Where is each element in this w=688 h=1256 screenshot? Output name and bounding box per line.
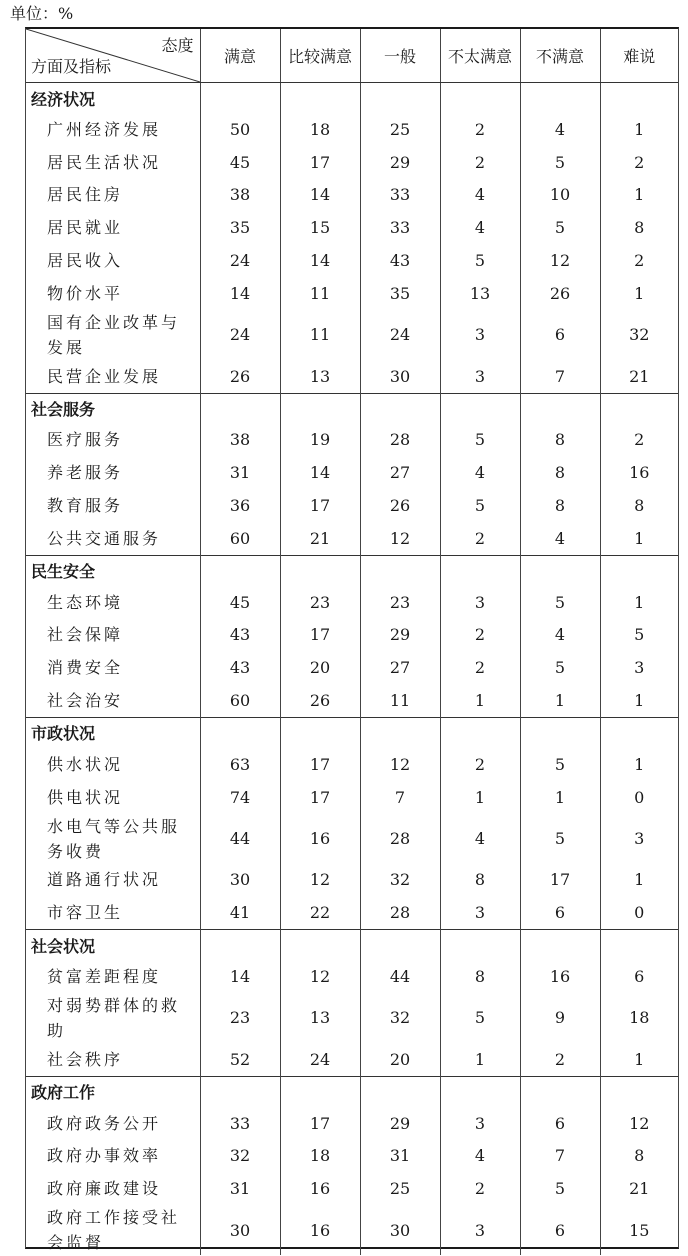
value-cell: 6 bbox=[520, 1205, 600, 1255]
indicator-name: 市容卫生 bbox=[47, 903, 124, 923]
value-cell: 6 bbox=[600, 960, 678, 993]
value-cell: 4 bbox=[440, 456, 520, 489]
indicator-name: 社会秩序 bbox=[47, 1049, 124, 1069]
value-cell: 17 bbox=[280, 1107, 360, 1140]
value-cell: 4 bbox=[440, 211, 520, 244]
value-cell: 24 bbox=[200, 244, 280, 277]
empty-cell bbox=[200, 555, 280, 586]
value-cell: 14 bbox=[200, 277, 280, 310]
value-cell: 32 bbox=[360, 993, 440, 1043]
empty-cell bbox=[440, 1076, 520, 1107]
empty-cell bbox=[360, 555, 440, 586]
indicator-name: 供水状况 bbox=[47, 754, 124, 774]
value-cell: 27 bbox=[360, 651, 440, 684]
table-row bbox=[26, 684, 678, 717]
value-cell: 31 bbox=[200, 456, 280, 489]
value-cell: 1 bbox=[600, 179, 678, 212]
empty-cell bbox=[200, 930, 280, 961]
value-cell: 30 bbox=[360, 360, 440, 393]
empty-cell bbox=[280, 930, 360, 961]
value-cell: 1 bbox=[600, 864, 678, 897]
value-cell: 12 bbox=[280, 960, 360, 993]
value-cell: 1 bbox=[600, 113, 678, 146]
value-cell: 26 bbox=[520, 277, 600, 310]
value-cell: 27 bbox=[360, 456, 440, 489]
value-cell: 12 bbox=[600, 1107, 678, 1140]
value-cell: 16 bbox=[280, 1172, 360, 1205]
value-cell: 7 bbox=[520, 1140, 600, 1173]
value-cell: 25 bbox=[360, 113, 440, 146]
table-row bbox=[26, 781, 678, 814]
value-cell: 22 bbox=[280, 896, 360, 929]
column-header: 不满意 bbox=[520, 29, 600, 83]
empty-cell bbox=[520, 555, 600, 586]
table-row bbox=[26, 1043, 678, 1076]
table-row bbox=[26, 619, 678, 652]
value-cell: 3 bbox=[440, 310, 520, 360]
empty-cell bbox=[200, 1076, 280, 1107]
value-cell: 5 bbox=[520, 146, 600, 179]
value-cell: 38 bbox=[200, 424, 280, 457]
value-cell: 20 bbox=[280, 651, 360, 684]
empty-cell bbox=[280, 83, 360, 114]
value-cell: 32 bbox=[200, 1140, 280, 1173]
value-cell: 11 bbox=[360, 684, 440, 717]
value-cell: 52 bbox=[200, 1043, 280, 1076]
value-cell: 0 bbox=[600, 896, 678, 929]
value-cell: 44 bbox=[360, 960, 440, 993]
value-cell: 38 bbox=[200, 179, 280, 212]
value-cell: 63 bbox=[200, 748, 280, 781]
empty-cell bbox=[600, 555, 678, 586]
value-cell: 8 bbox=[600, 489, 678, 522]
value-cell: 1 bbox=[440, 781, 520, 814]
indicator-name: 对弱势群体的救助 bbox=[47, 995, 181, 1040]
section-row bbox=[26, 83, 678, 114]
value-cell: 2 bbox=[520, 1043, 600, 1076]
empty-cell bbox=[440, 83, 520, 114]
value-cell: 26 bbox=[280, 684, 360, 717]
value-cell: 12 bbox=[280, 864, 360, 897]
value-cell: 2 bbox=[440, 522, 520, 555]
section-row bbox=[26, 717, 678, 748]
empty-cell bbox=[600, 717, 678, 748]
section-title: 民生安全 bbox=[26, 555, 200, 586]
indicator-name: 国有企业改革与发展 bbox=[47, 312, 181, 357]
value-cell: 5 bbox=[520, 651, 600, 684]
value-cell: 30 bbox=[360, 1205, 440, 1255]
section-row bbox=[26, 393, 678, 424]
value-cell: 35 bbox=[200, 211, 280, 244]
value-cell: 5 bbox=[520, 586, 600, 619]
value-cell: 5 bbox=[440, 489, 520, 522]
column-header: 满意 bbox=[200, 29, 280, 83]
table-row bbox=[26, 211, 678, 244]
value-cell: 28 bbox=[360, 896, 440, 929]
indicator-name: 贫富差距程度 bbox=[47, 967, 162, 987]
table-row bbox=[26, 277, 678, 310]
value-cell: 31 bbox=[200, 1172, 280, 1205]
value-cell: 14 bbox=[280, 244, 360, 277]
header-aspect-label: 方面及指标 bbox=[31, 57, 112, 76]
table-row bbox=[26, 310, 678, 360]
section-title: 市政状况 bbox=[26, 717, 200, 748]
value-cell: 12 bbox=[360, 522, 440, 555]
empty-cell bbox=[360, 1076, 440, 1107]
table-row bbox=[26, 360, 678, 393]
value-cell: 5 bbox=[520, 211, 600, 244]
value-cell: 23 bbox=[360, 586, 440, 619]
empty-cell bbox=[520, 930, 600, 961]
value-cell: 3 bbox=[600, 814, 678, 864]
indicator-name: 居民生活状况 bbox=[47, 152, 162, 172]
value-cell: 26 bbox=[360, 489, 440, 522]
empty-cell bbox=[360, 717, 440, 748]
value-cell: 12 bbox=[360, 748, 440, 781]
value-cell: 1 bbox=[600, 522, 678, 555]
table-row bbox=[26, 1172, 678, 1205]
value-cell: 13 bbox=[280, 360, 360, 393]
table-row bbox=[26, 1205, 678, 1255]
value-cell: 3 bbox=[440, 896, 520, 929]
empty-cell bbox=[360, 83, 440, 114]
value-cell: 4 bbox=[440, 814, 520, 864]
empty-cell bbox=[200, 83, 280, 114]
table-row bbox=[26, 146, 678, 179]
indicator-name: 政府办事效率 bbox=[47, 1146, 162, 1166]
value-cell: 1 bbox=[440, 684, 520, 717]
column-header: 不太满意 bbox=[440, 29, 520, 83]
value-cell: 23 bbox=[200, 993, 280, 1043]
table-row bbox=[26, 489, 678, 522]
value-cell: 7 bbox=[360, 781, 440, 814]
value-cell: 24 bbox=[200, 310, 280, 360]
value-cell: 3 bbox=[440, 586, 520, 619]
table-row bbox=[26, 586, 678, 619]
value-cell: 33 bbox=[360, 179, 440, 212]
value-cell: 3 bbox=[440, 360, 520, 393]
value-cell: 30 bbox=[200, 1205, 280, 1255]
value-cell: 1 bbox=[600, 1043, 678, 1076]
value-cell: 29 bbox=[360, 619, 440, 652]
value-cell: 2 bbox=[440, 146, 520, 179]
indicator-name: 居民收入 bbox=[47, 251, 124, 271]
value-cell: 5 bbox=[520, 1172, 600, 1205]
value-cell: 3 bbox=[440, 1205, 520, 1255]
value-cell: 4 bbox=[520, 619, 600, 652]
value-cell: 8 bbox=[600, 211, 678, 244]
value-cell: 11 bbox=[280, 310, 360, 360]
empty-cell bbox=[600, 393, 678, 424]
value-cell: 50 bbox=[200, 113, 280, 146]
value-cell: 3 bbox=[440, 1107, 520, 1140]
value-cell: 14 bbox=[280, 456, 360, 489]
value-cell: 74 bbox=[200, 781, 280, 814]
value-cell: 16 bbox=[600, 456, 678, 489]
indicator-name: 道路通行状况 bbox=[47, 870, 162, 890]
value-cell: 6 bbox=[520, 896, 600, 929]
empty-cell bbox=[280, 717, 360, 748]
table-row bbox=[26, 179, 678, 212]
value-cell: 6 bbox=[520, 310, 600, 360]
value-cell: 8 bbox=[520, 489, 600, 522]
empty-cell bbox=[200, 393, 280, 424]
indicator-name: 养老服务 bbox=[47, 463, 124, 483]
indicator-name: 民营企业发展 bbox=[47, 366, 162, 386]
table-row bbox=[26, 1140, 678, 1173]
value-cell: 2 bbox=[440, 651, 520, 684]
empty-cell bbox=[280, 1076, 360, 1107]
value-cell: 32 bbox=[600, 310, 678, 360]
empty-cell bbox=[600, 930, 678, 961]
empty-cell bbox=[600, 83, 678, 114]
value-cell: 2 bbox=[440, 113, 520, 146]
value-cell: 10 bbox=[520, 179, 600, 212]
value-cell: 25 bbox=[360, 1172, 440, 1205]
table-row bbox=[26, 748, 678, 781]
value-cell: 1 bbox=[600, 586, 678, 619]
value-cell: 21 bbox=[600, 360, 678, 393]
value-cell: 5 bbox=[520, 748, 600, 781]
value-cell: 36 bbox=[200, 489, 280, 522]
diagonal-header-cell bbox=[26, 29, 200, 83]
header-row bbox=[26, 29, 678, 83]
indicator-name: 社会治安 bbox=[47, 691, 124, 711]
indicator-name: 社会保障 bbox=[47, 625, 124, 645]
value-cell: 16 bbox=[520, 960, 600, 993]
indicator-name: 政府廉政建设 bbox=[47, 1179, 162, 1199]
value-cell: 17 bbox=[280, 748, 360, 781]
empty-cell bbox=[600, 1076, 678, 1107]
value-cell: 0 bbox=[600, 781, 678, 814]
value-cell: 8 bbox=[520, 424, 600, 457]
empty-cell bbox=[440, 555, 520, 586]
value-cell: 2 bbox=[600, 146, 678, 179]
value-cell: 1 bbox=[600, 748, 678, 781]
table-row bbox=[26, 651, 678, 684]
section-row bbox=[26, 930, 678, 961]
empty-cell bbox=[440, 930, 520, 961]
empty-cell bbox=[440, 393, 520, 424]
value-cell: 60 bbox=[200, 522, 280, 555]
value-cell: 29 bbox=[360, 146, 440, 179]
indicator-name: 医疗服务 bbox=[47, 430, 124, 450]
value-cell: 8 bbox=[440, 864, 520, 897]
value-cell: 26 bbox=[200, 360, 280, 393]
section-row bbox=[26, 555, 678, 586]
value-cell: 35 bbox=[360, 277, 440, 310]
indicator-name: 居民住房 bbox=[47, 185, 124, 205]
indicator-name: 政府工作接受社会监督 bbox=[47, 1208, 181, 1253]
indicator-name: 物价水平 bbox=[47, 283, 124, 303]
value-cell: 2 bbox=[440, 748, 520, 781]
table-body bbox=[26, 83, 678, 1256]
value-cell: 5 bbox=[520, 814, 600, 864]
table-row bbox=[26, 456, 678, 489]
value-cell: 28 bbox=[360, 424, 440, 457]
value-cell: 17 bbox=[280, 619, 360, 652]
table-row bbox=[26, 522, 678, 555]
value-cell: 20 bbox=[360, 1043, 440, 1076]
value-cell: 13 bbox=[440, 277, 520, 310]
value-cell: 4 bbox=[440, 179, 520, 212]
value-cell: 18 bbox=[280, 1140, 360, 1173]
empty-cell bbox=[440, 717, 520, 748]
value-cell: 45 bbox=[200, 586, 280, 619]
value-cell: 1 bbox=[520, 781, 600, 814]
value-cell: 14 bbox=[200, 960, 280, 993]
value-cell: 9 bbox=[520, 993, 600, 1043]
empty-cell bbox=[520, 717, 600, 748]
value-cell: 8 bbox=[440, 960, 520, 993]
indicator-name: 水电气等公共服务收费 bbox=[47, 816, 181, 861]
value-cell: 3 bbox=[600, 651, 678, 684]
value-cell: 19 bbox=[280, 424, 360, 457]
table-row bbox=[26, 113, 678, 146]
header-attitude-label: 态度 bbox=[161, 36, 194, 55]
value-cell: 24 bbox=[360, 310, 440, 360]
section-title: 社会状况 bbox=[26, 930, 200, 961]
value-cell: 43 bbox=[200, 651, 280, 684]
value-cell: 15 bbox=[280, 211, 360, 244]
value-cell: 17 bbox=[280, 489, 360, 522]
value-cell: 28 bbox=[360, 814, 440, 864]
empty-cell bbox=[280, 393, 360, 424]
value-cell: 15 bbox=[600, 1205, 678, 1255]
value-cell: 21 bbox=[600, 1172, 678, 1205]
value-cell: 43 bbox=[200, 619, 280, 652]
empty-cell bbox=[520, 1076, 600, 1107]
table-row bbox=[26, 244, 678, 277]
value-cell: 17 bbox=[280, 146, 360, 179]
value-cell: 4 bbox=[520, 113, 600, 146]
value-cell: 24 bbox=[280, 1043, 360, 1076]
value-cell: 18 bbox=[280, 113, 360, 146]
section-title: 政府工作 bbox=[26, 1076, 200, 1107]
value-cell: 16 bbox=[280, 814, 360, 864]
value-cell: 5 bbox=[440, 244, 520, 277]
section-title: 社会服务 bbox=[26, 393, 200, 424]
table-row bbox=[26, 993, 678, 1043]
column-header: 比较满意 bbox=[280, 29, 360, 83]
value-cell: 44 bbox=[200, 814, 280, 864]
value-cell: 17 bbox=[280, 781, 360, 814]
value-cell: 1 bbox=[600, 684, 678, 717]
value-cell: 6 bbox=[520, 1107, 600, 1140]
indicator-name: 政府政务公开 bbox=[47, 1113, 162, 1133]
value-cell: 14 bbox=[280, 179, 360, 212]
table-row bbox=[26, 424, 678, 457]
section-row bbox=[26, 1076, 678, 1107]
value-cell: 7 bbox=[520, 360, 600, 393]
value-cell: 11 bbox=[280, 277, 360, 310]
value-cell: 1 bbox=[440, 1043, 520, 1076]
value-cell: 30 bbox=[200, 864, 280, 897]
value-cell: 18 bbox=[600, 993, 678, 1043]
table-row bbox=[26, 864, 678, 897]
empty-cell bbox=[280, 555, 360, 586]
empty-cell bbox=[520, 83, 600, 114]
value-cell: 32 bbox=[360, 864, 440, 897]
value-cell: 2 bbox=[600, 244, 678, 277]
empty-cell bbox=[520, 393, 600, 424]
value-cell: 43 bbox=[360, 244, 440, 277]
value-cell: 1 bbox=[520, 684, 600, 717]
value-cell: 33 bbox=[200, 1107, 280, 1140]
section-title: 经济状况 bbox=[31, 89, 96, 109]
value-cell: 1 bbox=[600, 277, 678, 310]
indicator-name: 供电状况 bbox=[47, 787, 124, 807]
table-row bbox=[26, 814, 678, 864]
indicator-name: 生态环境 bbox=[47, 592, 124, 612]
value-cell: 8 bbox=[520, 456, 600, 489]
value-cell: 2 bbox=[440, 1172, 520, 1205]
value-cell: 5 bbox=[440, 993, 520, 1043]
value-cell: 5 bbox=[600, 619, 678, 652]
value-cell: 29 bbox=[360, 1107, 440, 1140]
value-cell: 41 bbox=[200, 896, 280, 929]
empty-cell bbox=[200, 717, 280, 748]
empty-cell bbox=[360, 930, 440, 961]
value-cell: 45 bbox=[200, 146, 280, 179]
value-cell: 60 bbox=[200, 684, 280, 717]
indicator-name: 消费安全 bbox=[47, 658, 124, 678]
value-cell: 8 bbox=[600, 1140, 678, 1173]
value-cell: 16 bbox=[280, 1205, 360, 1255]
column-header: 一般 bbox=[360, 29, 440, 83]
table-row bbox=[26, 1107, 678, 1140]
table-row bbox=[26, 896, 678, 929]
value-cell: 31 bbox=[360, 1140, 440, 1173]
satisfaction-table bbox=[25, 27, 679, 1253]
value-cell: 4 bbox=[520, 522, 600, 555]
indicator-name: 教育服务 bbox=[47, 496, 124, 516]
value-cell: 33 bbox=[360, 211, 440, 244]
column-header: 难说 bbox=[600, 29, 678, 83]
value-cell: 21 bbox=[280, 522, 360, 555]
value-cell: 2 bbox=[600, 424, 678, 457]
value-cell: 5 bbox=[440, 424, 520, 457]
indicator-name: 公共交通服务 bbox=[47, 528, 162, 548]
value-cell: 2 bbox=[440, 619, 520, 652]
table-row bbox=[26, 960, 678, 993]
indicator-name: 居民就业 bbox=[47, 218, 124, 238]
indicator-name: 广州经济发展 bbox=[47, 119, 162, 139]
value-cell: 13 bbox=[280, 993, 360, 1043]
unit-label: 单位：% bbox=[10, 4, 74, 23]
value-cell: 17 bbox=[520, 864, 600, 897]
value-cell: 4 bbox=[440, 1140, 520, 1173]
value-cell: 12 bbox=[520, 244, 600, 277]
value-cell: 23 bbox=[280, 586, 360, 619]
empty-cell bbox=[360, 393, 440, 424]
